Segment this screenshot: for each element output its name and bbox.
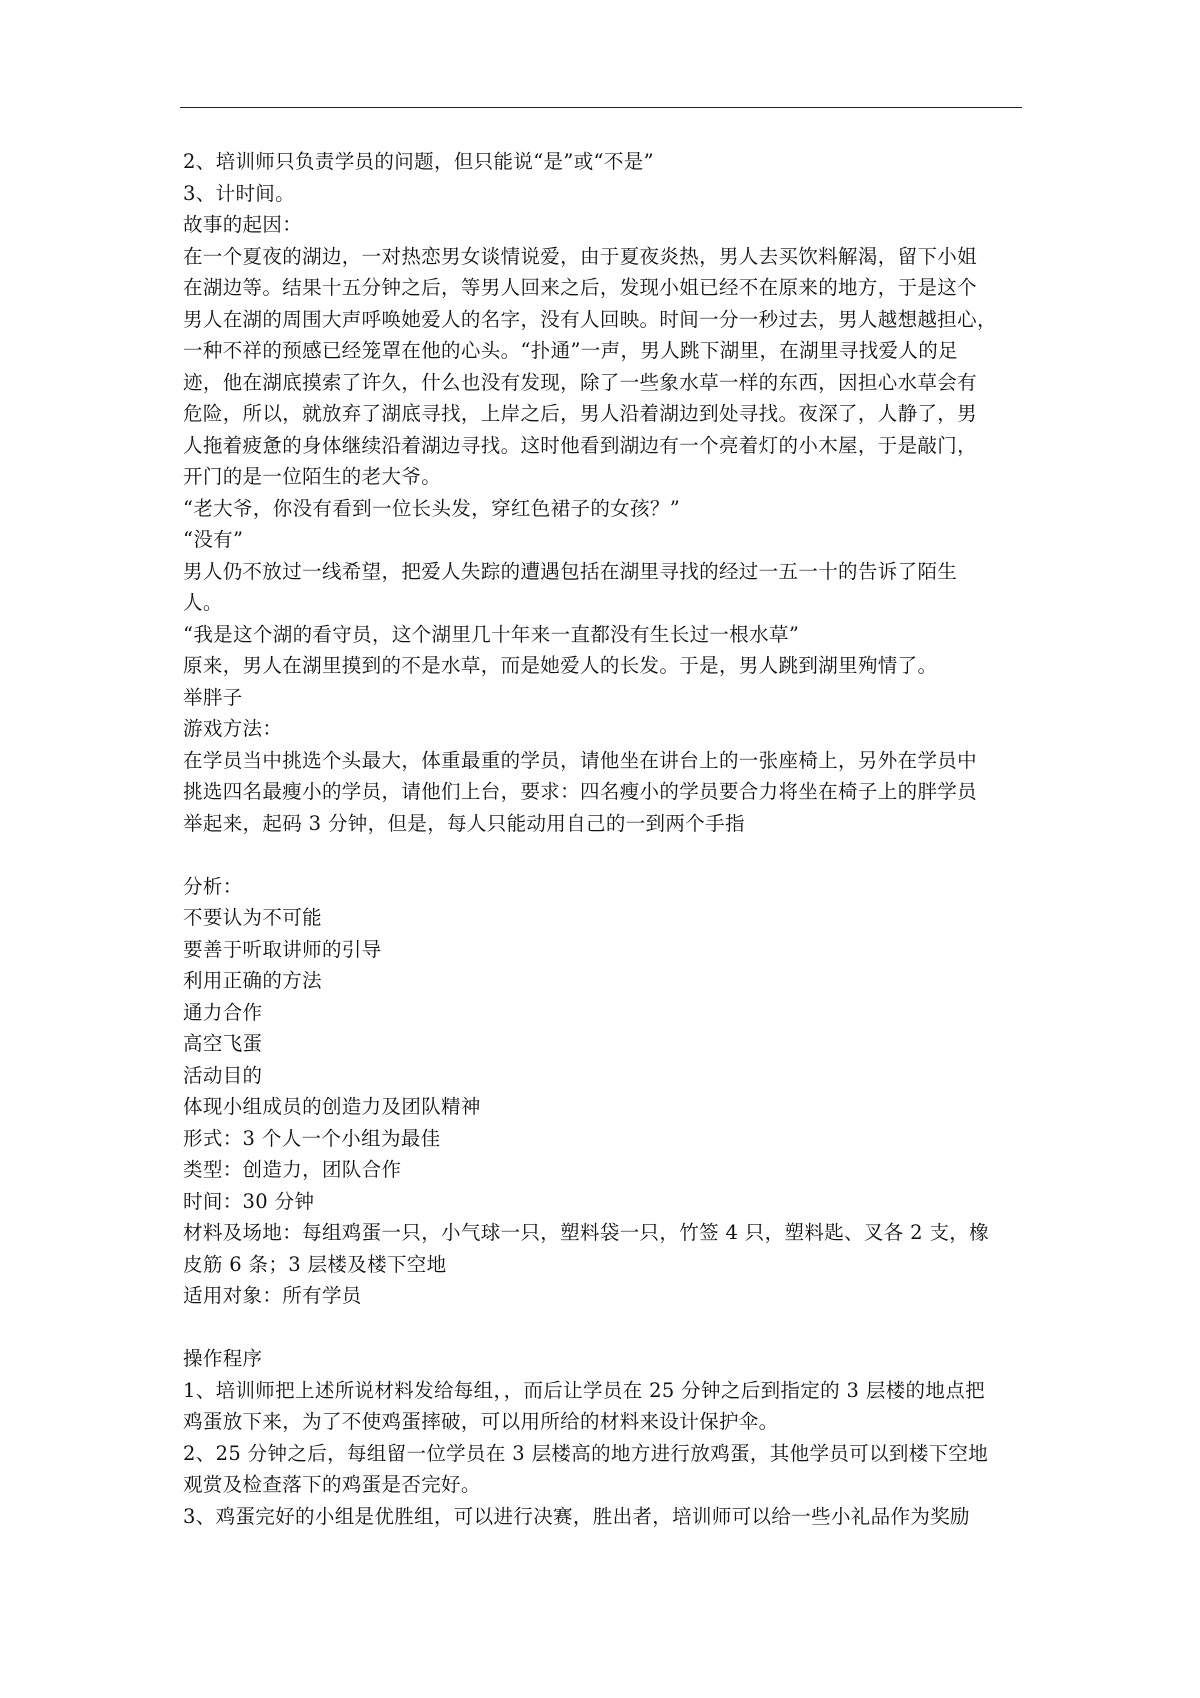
text-line: 在湖边等。结果十五分钟之后，等男人回来之后，发现小姐已经不在原来的地方，于是这个 [183,276,978,299]
text-line: 男人仍不放过一线希望，把爱人失踪的遭遇包括在湖里寻找的经过一五一十的告诉了陌生 [183,559,958,583]
text-line: “没有” [183,528,244,551]
text-line: 一种不祥的预感已经笼罩在他的心头。“扑通”一声，男人跳下湖里，在湖里寻找爱人的足 [183,339,958,362]
text-line: 不要认为不可能 [183,906,322,929]
text-line: 2、25 分钟之后，每组留一位学员在 3 层楼高的地方进行放鸡蛋，其他学员可以到楼下空地 [183,1441,989,1465]
text-line: 体现小组成员的创造力及团队精神 [183,1095,481,1118]
text-line: 原来，男人在湖里摸到的不是水草，而是她爱人的长发。于是，男人跳到湖里殉情了。 [183,654,938,677]
text-line: 人。 [183,591,223,614]
text-line: 开门的是一位陌生的老大爷。 [183,465,442,488]
text-line: 材料及场地：每组鸡蛋一只，小气球一只，塑料袋一只，竹签 4 只，塑料匙、叉各 2 支，橡 [183,1221,990,1244]
text-line: 举起来，起码 3 分钟，但是，每人只能动用自己的一到两个手指 [183,811,745,835]
text-line: 要善于听取讲师的引导 [183,937,382,961]
text-line: 通力合作 [183,1000,263,1024]
text-line: 挑选四名最瘦小的学员，请他们上台，要求：四名瘦小的学员要合力将坐在椅子上的胖学员 [183,780,978,803]
text-line: 观赏及检查落下的鸡蛋是否完好。 [183,1473,481,1496]
text-line: 游戏方法： [183,717,283,740]
text-line: 在学员当中挑选个头最大，体重最重的学员，请他坐在讲台上的一张座椅上，另外在学员中 [183,748,978,772]
text-line: 形式：3 个人一个小组为最佳 [183,1126,441,1150]
text-line: 危险，所以，就放弃了湖底寻找，上岸之后，男人沿着湖边到处寻找。夜深了，人静了，男 [183,402,978,425]
text-line: 3、计时间。 [183,181,296,205]
blank-line [183,839,1025,871]
text-line: 举胖子 [183,685,243,709]
text-line: 利用正确的方法 [183,969,322,992]
text-line: 适用对象：所有学员 [183,1284,362,1307]
text-line: 时间：30 分钟 [183,1189,315,1213]
header-rule [180,107,1022,108]
text-line: 3、鸡蛋完好的小组是优胜组，可以进行决赛，胜出者，培训师可以给一些小礼品作为奖励 [183,1504,970,1528]
text-line: 活动目的 [183,1063,263,1087]
text-line: 鸡蛋放下来，为了不使鸡蛋摔破，可以用所给的材料来设计保护伞。 [183,1410,779,1433]
text-line: 类型：创造力，团队合作 [183,1158,402,1181]
text-line: 1、培训师把上述所说材料发给每组，，而后让学员在 25 分钟之后到指定的 3 层楼的地点把 [183,1378,985,1402]
text-line: 2、培训师只负责学员的问题，但只能说“是”或“不是” [183,150,654,173]
text-line: 操作程序 [183,1347,263,1370]
text-line: “老大爷，你没有看到一位长头发，穿红色裙子的女孩？” [183,496,681,520]
blank-line [183,1312,1025,1344]
text-line: 分析： [183,874,243,898]
text-line: 在一个夏夜的湖边，一对热恋男女谈情说爱，由于夏夜炎热，男人去买饮料解渴，留下小姐 [183,244,978,268]
text-line: 男人在湖的周围大声呼唤她爱人的名字，没有人回映。时间一分一秒过去，男人越想越担心， [183,307,997,331]
text-line: 高空飞蛋 [183,1032,263,1055]
text-line: “我是这个湖的看守员，这个湖里几十年来一直都没有生长过一根水草” [183,622,800,646]
document-body [183,146,1025,1532]
text-line: 迹，他在湖底摸索了许久，什么也没有发现，除了一些象水草一样的东西，因担心水草会有 [183,370,978,394]
text-line: 皮筋 6 条；3 层楼及楼下空地 [183,1252,447,1276]
text-line: 故事的起因： [183,213,303,236]
text-line: 人拖着疲惫的身体继续沿着湖边寻找。这时他看到湖边有一个亮着灯的小木屋，于是敲门， [183,433,978,457]
